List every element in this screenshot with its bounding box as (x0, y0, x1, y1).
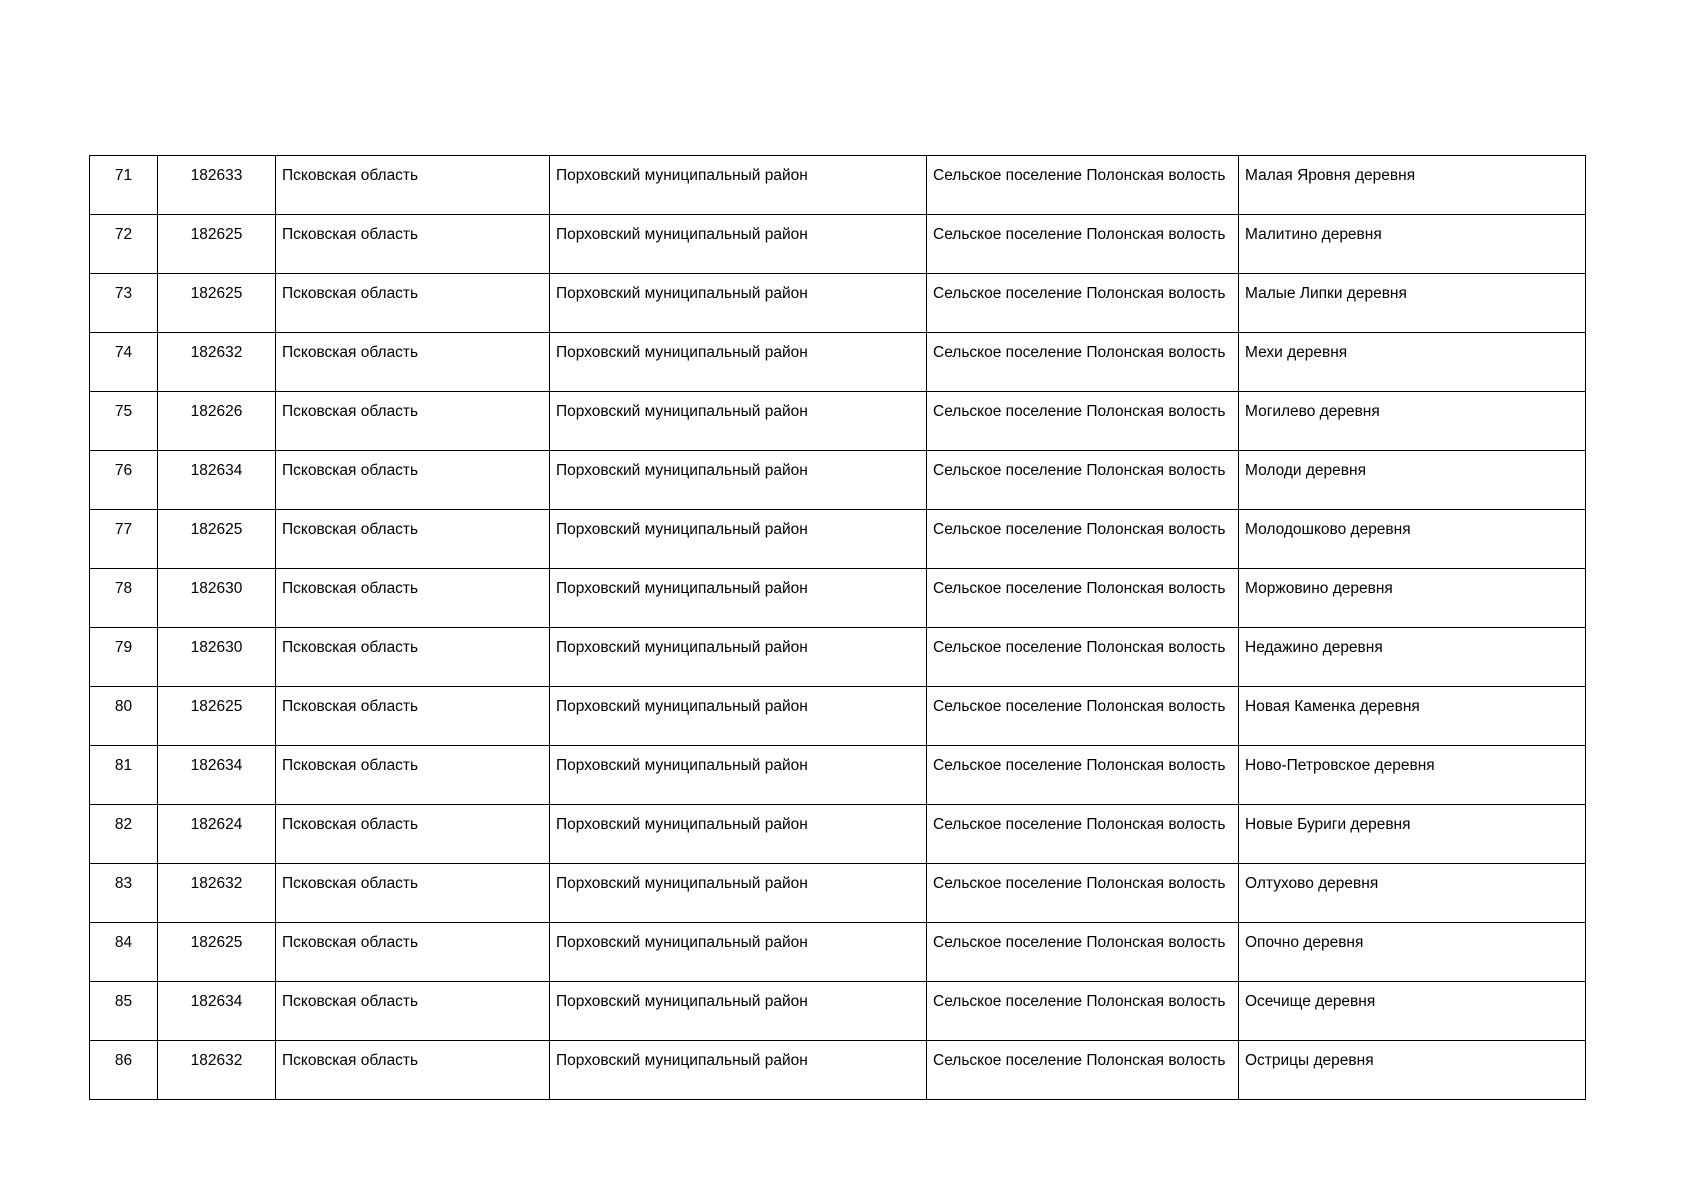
district-cell: Порховский муниципальный район (550, 333, 927, 392)
postal-code-cell: 182630 (158, 569, 276, 628)
row-number-cell: 79 (90, 628, 158, 687)
table-row (90, 746, 1586, 805)
row-number-cell: 72 (90, 215, 158, 274)
row-number-cell: 84 (90, 923, 158, 982)
table-row (90, 156, 1586, 215)
region-cell: Псковская область (276, 274, 550, 333)
region-cell: Псковская область (276, 215, 550, 274)
row-number-cell: 76 (90, 451, 158, 510)
region-cell: Псковская область (276, 982, 550, 1041)
postal-code-cell: 182633 (158, 156, 276, 215)
settlement-cell: Сельское поселение Полонская волость (927, 687, 1239, 746)
locality-cell: Малые Липки деревня (1239, 274, 1586, 333)
row-number-cell: 86 (90, 1041, 158, 1100)
district-cell: Порховский муниципальный район (550, 215, 927, 274)
table-row (90, 392, 1586, 451)
district-cell: Порховский муниципальный район (550, 923, 927, 982)
locality-cell: Олтухово деревня (1239, 864, 1586, 923)
table-row (90, 451, 1586, 510)
district-cell: Порховский муниципальный район (550, 451, 927, 510)
district-cell: Порховский муниципальный район (550, 569, 927, 628)
locality-cell: Могилево деревня (1239, 392, 1586, 451)
postal-code-cell: 182625 (158, 215, 276, 274)
district-cell: Порховский муниципальный район (550, 982, 927, 1041)
postal-code-cell: 182632 (158, 1041, 276, 1100)
locality-cell: Малая Яровня деревня (1239, 156, 1586, 215)
postal-code-cell: 182625 (158, 510, 276, 569)
table-row (90, 215, 1586, 274)
region-cell: Псковская область (276, 864, 550, 923)
settlement-cell: Сельское поселение Полонская волость (927, 333, 1239, 392)
settlement-cell: Сельское поселение Полонская волость (927, 982, 1239, 1041)
settlement-cell: Сельское поселение Полонская волость (927, 156, 1239, 215)
district-cell: Порховский муниципальный район (550, 156, 927, 215)
settlement-cell: Сельское поселение Полонская волость (927, 569, 1239, 628)
table-row (90, 687, 1586, 746)
locality-cell: Новая Каменка деревня (1239, 687, 1586, 746)
table-row (90, 923, 1586, 982)
district-cell: Порховский муниципальный район (550, 274, 927, 333)
region-cell: Псковская область (276, 510, 550, 569)
region-cell: Псковская область (276, 451, 550, 510)
district-cell: Порховский муниципальный район (550, 1041, 927, 1100)
postal-code-cell: 182632 (158, 333, 276, 392)
table-row (90, 805, 1586, 864)
table-row (90, 864, 1586, 923)
region-cell: Псковская область (276, 569, 550, 628)
postal-code-cell: 182632 (158, 864, 276, 923)
row-number-cell: 80 (90, 687, 158, 746)
row-number-cell: 71 (90, 156, 158, 215)
district-cell: Порховский муниципальный район (550, 510, 927, 569)
locality-cell: Недажино деревня (1239, 628, 1586, 687)
settlement-cell: Сельское поселение Полонская волость (927, 274, 1239, 333)
postal-code-cell: 182630 (158, 628, 276, 687)
postal-code-cell: 182624 (158, 805, 276, 864)
locality-cell: Новые Буриги деревня (1239, 805, 1586, 864)
settlement-cell: Сельское поселение Полонская волость (927, 923, 1239, 982)
region-cell: Псковская область (276, 333, 550, 392)
district-cell: Порховский муниципальный район (550, 628, 927, 687)
district-cell: Порховский муниципальный район (550, 392, 927, 451)
settlement-cell: Сельское поселение Полонская волость (927, 805, 1239, 864)
table-body (90, 156, 1586, 1100)
settlement-cell: Сельское поселение Полонская волость (927, 1041, 1239, 1100)
locality-cell: Опочно деревня (1239, 923, 1586, 982)
district-cell: Порховский муниципальный район (550, 687, 927, 746)
table-row (90, 1041, 1586, 1100)
row-number-cell: 81 (90, 746, 158, 805)
row-number-cell: 73 (90, 274, 158, 333)
table-row (90, 569, 1586, 628)
locality-cell: Осечище деревня (1239, 982, 1586, 1041)
locality-cell: Ново-Петровское деревня (1239, 746, 1586, 805)
postal-code-cell: 182634 (158, 451, 276, 510)
postal-code-cell: 182625 (158, 274, 276, 333)
row-number-cell: 83 (90, 864, 158, 923)
table-row (90, 274, 1586, 333)
district-cell: Порховский муниципальный район (550, 864, 927, 923)
table-row (90, 628, 1586, 687)
region-cell: Псковская область (276, 805, 550, 864)
locality-cell: Молодошково деревня (1239, 510, 1586, 569)
postal-code-cell: 182626 (158, 392, 276, 451)
settlement-cell: Сельское поселение Полонская волость (927, 746, 1239, 805)
settlement-cell: Сельское поселение Полонская волость (927, 510, 1239, 569)
region-cell: Псковская область (276, 746, 550, 805)
settlement-cell: Сельское поселение Полонская волость (927, 864, 1239, 923)
locality-cell: Малитино деревня (1239, 215, 1586, 274)
region-cell: Псковская область (276, 392, 550, 451)
row-number-cell: 75 (90, 392, 158, 451)
postal-code-cell: 182625 (158, 923, 276, 982)
region-cell: Псковская область (276, 687, 550, 746)
region-cell: Псковская область (276, 1041, 550, 1100)
locality-cell: Молоди деревня (1239, 451, 1586, 510)
row-number-cell: 77 (90, 510, 158, 569)
row-number-cell: 74 (90, 333, 158, 392)
row-number-cell: 82 (90, 805, 158, 864)
region-cell: Псковская область (276, 628, 550, 687)
region-cell: Псковская область (276, 923, 550, 982)
row-number-cell: 78 (90, 569, 158, 628)
postal-code-cell: 182634 (158, 746, 276, 805)
settlements-table (89, 155, 1586, 1100)
locality-cell: Мехи деревня (1239, 333, 1586, 392)
settlement-cell: Сельское поселение Полонская волость (927, 628, 1239, 687)
region-cell: Псковская область (276, 156, 550, 215)
table-row (90, 333, 1586, 392)
settlement-cell: Сельское поселение Полонская волость (927, 392, 1239, 451)
row-number-cell: 85 (90, 982, 158, 1041)
postal-code-cell: 182625 (158, 687, 276, 746)
district-cell: Порховский муниципальный район (550, 746, 927, 805)
locality-cell: Моржовино деревня (1239, 569, 1586, 628)
table-row (90, 510, 1586, 569)
table-row (90, 982, 1586, 1041)
district-cell: Порховский муниципальный район (550, 805, 927, 864)
locality-cell: Острицы деревня (1239, 1041, 1586, 1100)
postal-code-cell: 182634 (158, 982, 276, 1041)
settlement-cell: Сельское поселение Полонская волость (927, 215, 1239, 274)
settlement-cell: Сельское поселение Полонская волость (927, 451, 1239, 510)
